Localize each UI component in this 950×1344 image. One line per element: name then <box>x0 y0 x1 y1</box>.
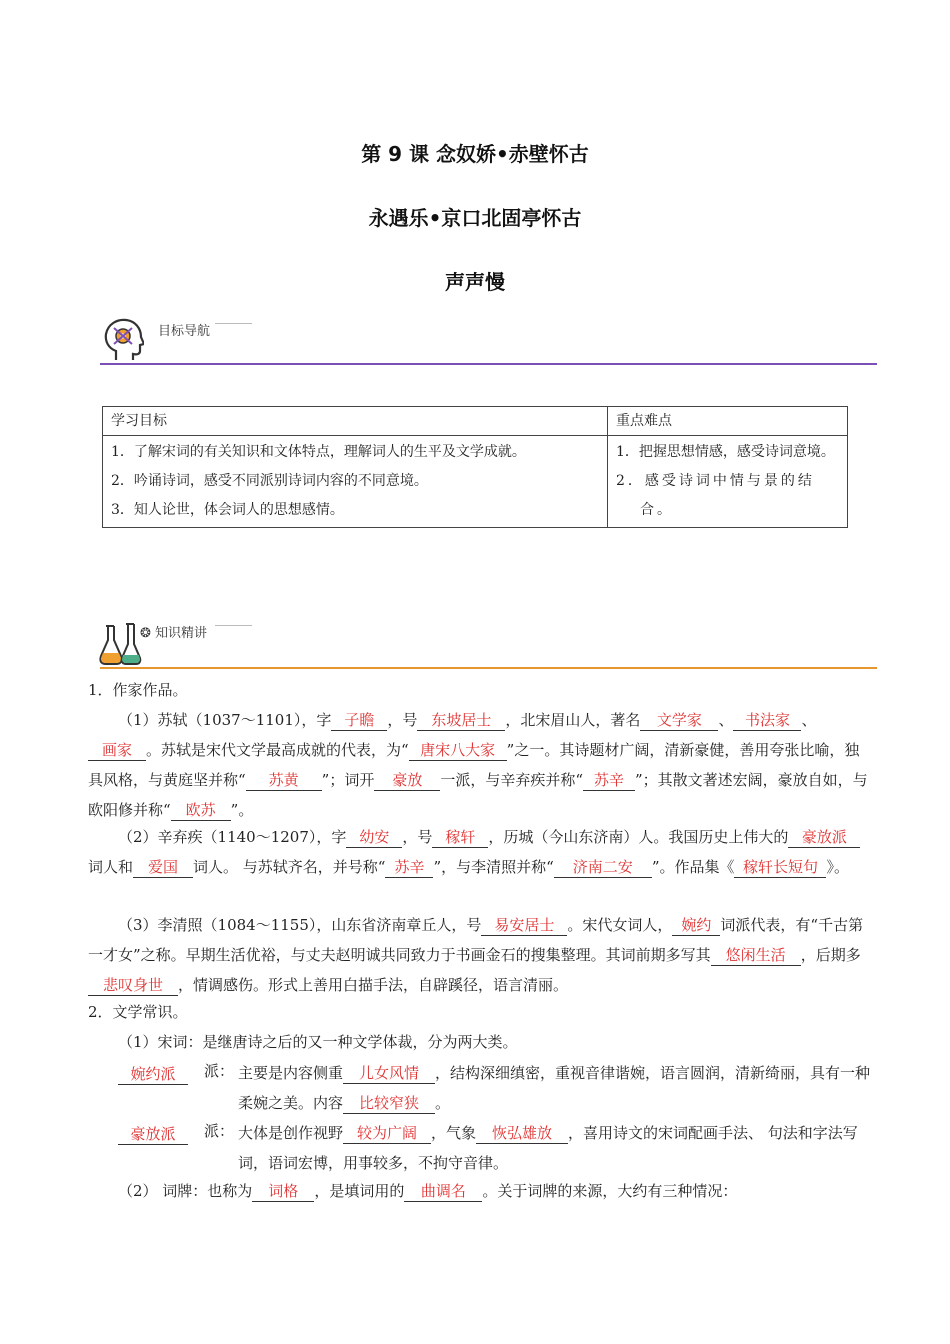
answer-blank: 画家 <box>88 740 146 761</box>
heading-literature: 2．文学常识。 <box>88 1003 188 1021</box>
goals-cell <box>103 436 608 528</box>
keypoints-cell <box>608 436 848 528</box>
answer-blank: 词格 <box>252 1181 314 1202</box>
answer-blank: 婉约 <box>672 915 720 936</box>
answer-blank: 幼安 <box>346 827 402 848</box>
paragraph-sushi: （1）苏轼（1037～1101），字 子瞻 ，号 东坡居士 ，北宋眉山人，著名 文学家 、 书法家 、画家 。苏轼是宋代文学最高成就的代表，为“ 唐宋八大家 ”之一。其诗题材广阔，清新豪健，善用夸张比喻，独具风格，与黄庭坚并称“ 苏黄 ”；词开 豪放 一派，与辛弃疾并称“ 苏辛 ”；其散文著述宏阔，豪放自如，与欧阳修并称“ 欧苏 ”。 <box>88 711 868 819</box>
table-header-keypoints: 重点难点 <box>608 407 848 436</box>
answer-blank: 曲调名 <box>404 1181 482 1202</box>
answer-blank: 东坡居士 <box>417 710 505 731</box>
goal-item: 2．吟诵诗词，感受不同派别诗词内容的不同意境。 <box>111 473 428 489</box>
section-divider-goals <box>100 363 877 365</box>
keypoint-item: 1．把握思想情感，感受诗词意境。 <box>616 444 835 460</box>
answer-blank: 苏辛 <box>385 857 433 878</box>
section-dash <box>215 625 252 626</box>
head-gears-icon <box>102 318 144 362</box>
answer-blank: 济南二安 <box>554 857 652 878</box>
paragraph-songci: （1）宋词：是继唐诗之后的又一种文学体裁，分为两大类。 <box>118 1033 518 1051</box>
paragraph-liqingzhao: （3）李清照（1084～1155），山东省济南章丘人，号 易安居士 。宋代女词人， 婉约 词派代表，有“千古第一才女”之称。早期生活优裕，与丈夫赵明诚共同致力于书画金石的搜集整理。其词前期多写其 悠闲生活 ，后期多悲叹身世 ，情调感伤。形式上善用白描手法，自辟蹊径，语言清丽。 <box>88 916 864 994</box>
goal-item: 3．知人论世，体会词人的思想感情。 <box>111 502 344 518</box>
table-header-row <box>103 407 848 436</box>
school-suffix: 派： <box>204 1122 235 1140</box>
school-suffix: 派： <box>204 1062 235 1080</box>
page-title: 第 9 课 念奴娇•赤壁怀古 <box>361 142 589 166</box>
answer-blank: 儿女风情 <box>343 1063 435 1084</box>
answer-blank: 恢弘雄放 <box>476 1123 568 1144</box>
answer-blank: 子瞻 <box>331 710 387 731</box>
answer-blank: 悲叹身世 <box>88 975 178 996</box>
section-label-goals: 目标导航 <box>158 324 211 339</box>
answer-blank: 豪放派 <box>788 827 860 848</box>
paragraph-cipai: （2） 词牌：也称为 词格 ，是填词用的 曲调名 。关于词牌的来源，大约有三种情况： <box>118 1182 738 1200</box>
answer-blank: 较为广阔 <box>343 1123 431 1144</box>
answer-blank: 稼轩 <box>432 827 488 848</box>
answer-blank: 悠闲生活 <box>711 945 801 966</box>
goal-item: 1．了解宋词的有关知识和文体特点，理解词人的生平及文学成就。 <box>111 444 526 460</box>
answer-blank: 文学家 <box>640 710 718 731</box>
answer-blank: 比较窄狭 <box>343 1093 435 1114</box>
school-definition-haofang: 大体是创作视野 较为广阔 ，气象 恢弘雄放 ，喜用诗文的宋词配画手法、 句法和字法写词，语词宏博，用事较多，不拘守音律。 <box>238 1124 858 1172</box>
answer-blank-school2: 豪放派 <box>118 1124 188 1145</box>
subtitle-yongyule: 永遇乐•京口北固亭怀古 <box>368 206 582 230</box>
paragraph-xinqiji: （2）辛弃疾（1140～1207），字 幼安 ，号 稼轩 ，历城（今山东济南）人。我国历史上伟大的 豪放派词人和 爱国 词人。 与苏轼齐名，并号称“ 苏辛 ”，与李清照并称“ 济南二安 ”。作品集《 稼轩长短句 》。 <box>88 822 868 882</box>
table-header-goals: 学习目标 <box>103 407 608 436</box>
lab-flask-icon <box>98 620 146 666</box>
answer-blank: 易安居士 <box>481 915 567 936</box>
answer-blank: 苏黄 <box>246 770 322 791</box>
goals-table <box>102 406 848 528</box>
keypoint-item: 2．感受诗词中情与景的结合。 <box>616 473 815 518</box>
answer-blank: 书法家 <box>733 710 801 731</box>
table-row <box>103 436 848 528</box>
heading-authors: 1．作家作品。 <box>88 681 188 699</box>
school-definition-wanyue: 主要是内容侧重 儿女风情 ，结构深细缜密，重视音律谐婉，语言圆润，清新绮丽，具有一种柔婉之美。内容 比较窄狭 。 <box>238 1064 871 1112</box>
answer-blank: 稼轩长短句 <box>734 857 826 878</box>
answer-blank-school1: 婉约派 <box>118 1064 188 1085</box>
answer-blank: 豪放 <box>374 770 440 791</box>
section-dash <box>215 323 252 324</box>
answer-blank: 欧苏 <box>171 800 231 821</box>
answer-blank: 爱国 <box>133 857 193 878</box>
section-divider-knowledge <box>100 667 877 669</box>
answer-blank: 苏辛 <box>583 770 635 791</box>
answer-blank: 唐宋八大家 <box>409 740 507 761</box>
subtitle-shengshengman: 声声慢 <box>445 270 505 294</box>
section-label-knowledge: ❂ 知识精讲 <box>140 626 208 641</box>
